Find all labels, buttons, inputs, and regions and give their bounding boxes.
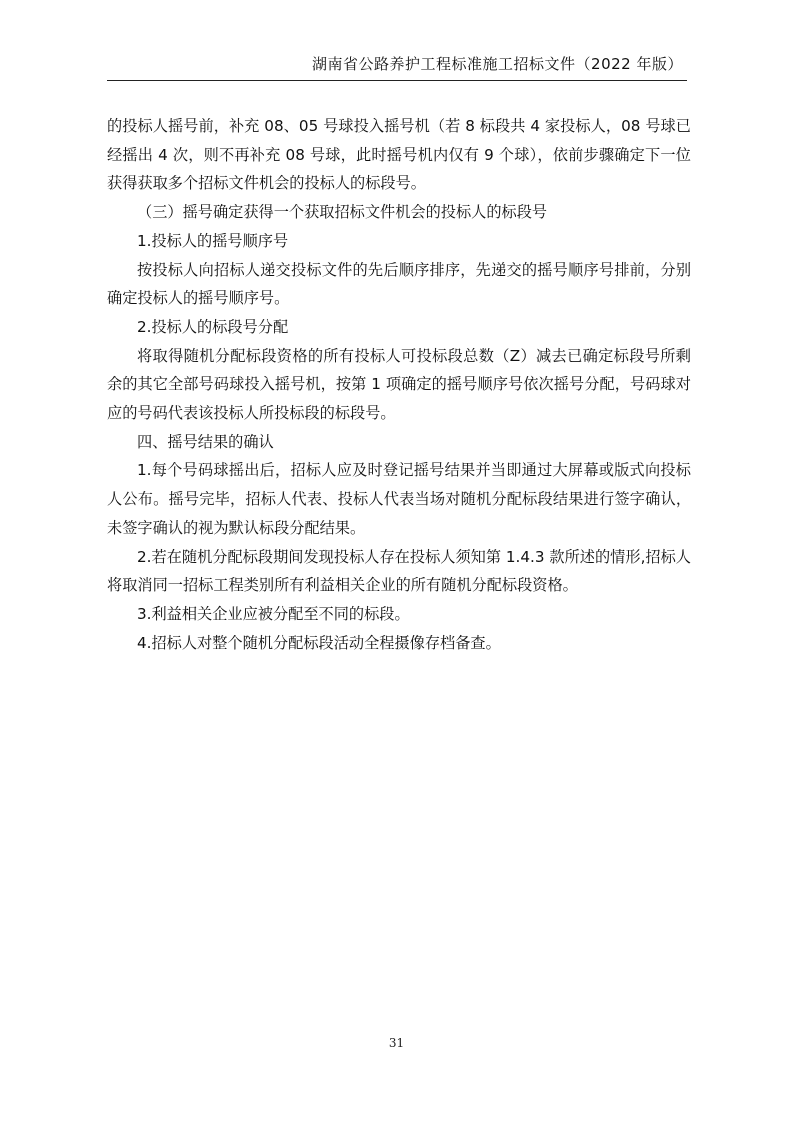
header-title: 湖南省公路养护工程标准施工招标文件（2022 年版）	[312, 55, 683, 73]
paragraph-confirmation-3: 3.利益相关企业应被分配至不同的标段。	[137, 604, 410, 623]
subheading-section-allocation: 2.投标人的标段号分配	[137, 317, 289, 336]
page-number: 31	[388, 1036, 405, 1050]
subheading-lottery-order: 1.投标人的摇号顺序号	[137, 231, 289, 250]
section-heading-lottery-single: （三）摇号确定获得一个获取招标文件机会的投标人的标段号	[137, 203, 548, 222]
section-heading-confirmation: 四、摇号结果的确认	[137, 432, 274, 451]
document-body	[107, 112, 691, 657]
paragraph-confirmation-4: 4.招标人对整个随机分配标段活动全程摄像存档备查。	[137, 633, 501, 652]
paragraph-section-allocation: 将取得随机分配标段资格的所有投标人可投标段总数（Z）减去已确定标段号所剩余的其它全部号码球投入摇号机，按第 1 项确定的摇号顺序号依次摇号分配，号码球对应的号码代表该投标人所投标段的标段号。	[107, 346, 691, 423]
paragraph-confirmation-2: 2.若在随机分配标段期间发现投标人存在投标人须知第 1.4.3 款所述的情形,招标人将取消同一招标工程类别所有利益相关企业的所有随机分配标段资格。	[107, 547, 691, 595]
paragraph-lottery-order: 按投标人向招标人递交投标文件的先后顺序排序，先递交的摇号顺序号排前，分别确定投标人的摇号顺序号。	[107, 260, 691, 308]
page-header	[107, 50, 687, 81]
paragraph-confirmation-1: 1.每个号码球摇出后，招标人应及时登记摇号结果并当即通过大屏幕或版式向投标人公布。摇号完毕，招标人代表、投标人代表当场对随机分配标段结果进行签字确认，未签字确认的视为默认标段分配结果。	[107, 461, 691, 537]
paragraph-continuation: 的投标人摇号前，补充 08、05 号球投入摇号机（若 8 标段共 4 家投标人，08 号球已经摇出 4 次，则不再补充 08 号球，此时摇号机内仅有 9 个球），依前步骤确定下一位获得获取多个招标文件机会的投标人的标段号。	[107, 117, 691, 193]
